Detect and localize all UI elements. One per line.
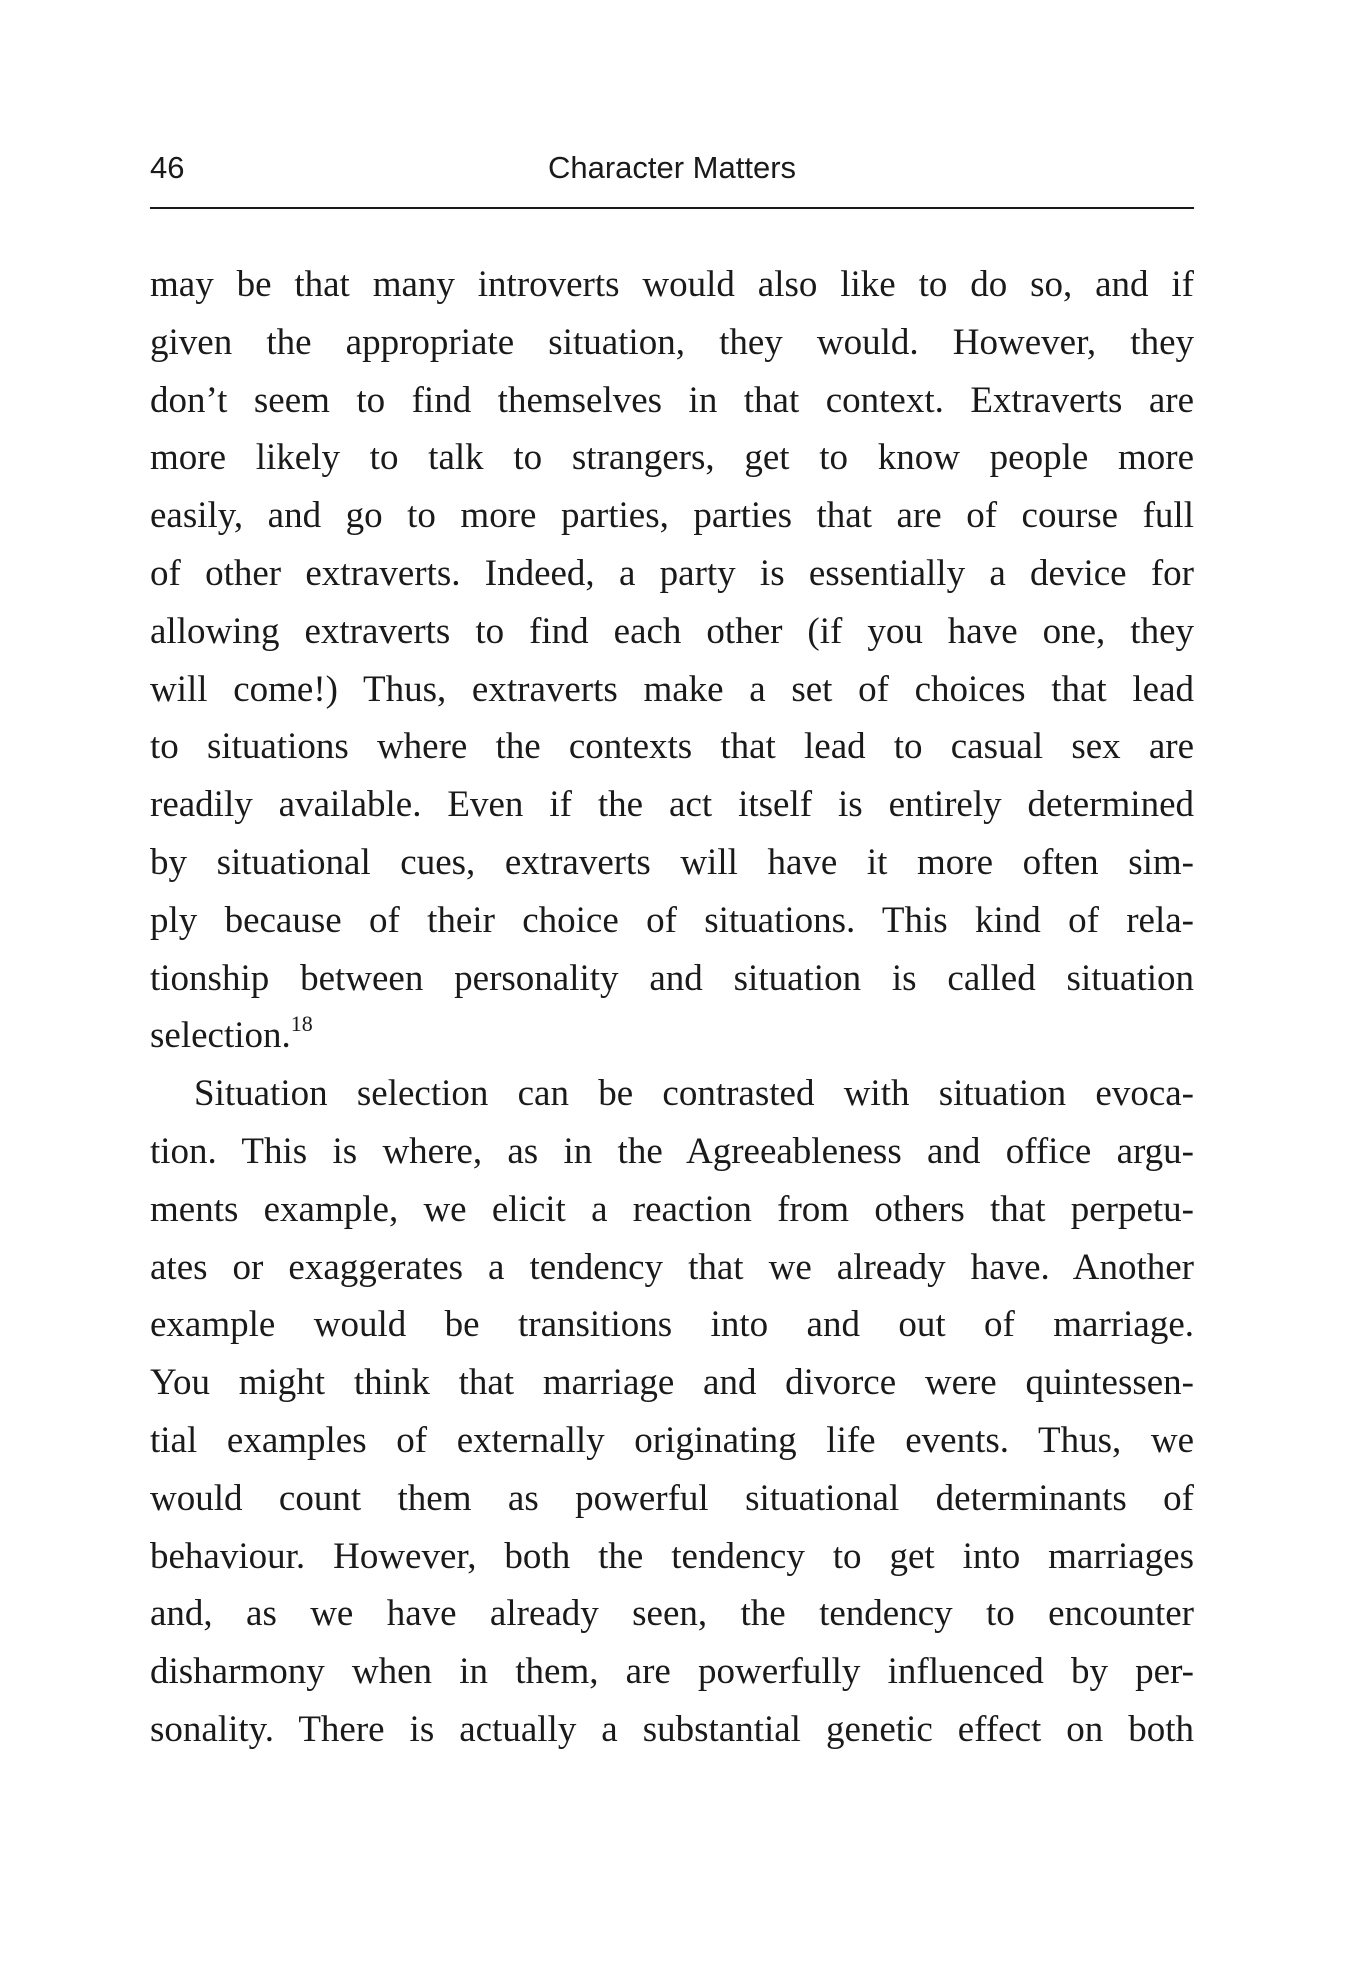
- text-line: ply because of their choice of situations. This kind of rela-: [150, 899, 1194, 941]
- text-line: will come!) Thus, extraverts make a set of choices that lead: [150, 668, 1194, 710]
- header-rule: [150, 207, 1194, 209]
- paragraph-1: [150, 256, 1194, 1065]
- text-line: tion. This is where, as in the Agreeableness and office argu-: [150, 1130, 1194, 1172]
- text-line: tionship between personality and situation is called situation: [150, 957, 1194, 999]
- text-line: of other extraverts. Indeed, a party is essentially a device for: [150, 552, 1194, 594]
- text-line: ments example, we elicit a reaction from others that perpetu-: [150, 1188, 1194, 1230]
- text-line: don’t seem to find themselves in that context. Extraverts are: [150, 379, 1194, 421]
- text-line: example would be transitions into and out of marriage.: [150, 1304, 1194, 1346]
- text-line: ates or exaggerates a tendency that we already have. Another: [150, 1246, 1194, 1288]
- book-title: Character Matters: [547, 150, 797, 185]
- text-line: easily, and go to more parties, parties that are of course full: [150, 495, 1194, 537]
- text-line-content: selection.: [150, 1015, 291, 1057]
- footnote-reference: 18: [290, 1011, 313, 1037]
- text-line: may be that many introverts would also like to do so, and if: [150, 264, 1194, 305]
- text-line: behaviour. However, both the tendency to get into marriages: [150, 1535, 1194, 1577]
- text-line: disharmony when in them, are powerfully influenced by per-: [150, 1651, 1194, 1693]
- text-line: readily available. Even if the act itself is entirely determined: [150, 784, 1194, 826]
- text-line: tial examples of externally originating life events. Thus, we: [150, 1419, 1194, 1461]
- text-line: to situations where the contexts that lead to casual sex are: [150, 726, 1194, 768]
- text-line: given the appropriate situation, they would. However, they: [150, 321, 1194, 363]
- text-line: sonality. There is actually a substantial genetic effect on both: [150, 1708, 1194, 1750]
- text-line: more likely to talk to strangers, get to know people more: [150, 437, 1194, 479]
- page-number: 46: [150, 150, 185, 185]
- text-line: and, as we have already seen, the tendency to encounter: [150, 1593, 1194, 1635]
- text-line: allowing extraverts to find each other (if you have one, they: [150, 610, 1194, 652]
- text-line: by situational cues, extraverts will have it more often sim-: [150, 841, 1194, 883]
- body-text: [150, 256, 1194, 1759]
- text-line: You might think that marriage and divorce were quintessen-: [150, 1362, 1194, 1404]
- running-head: [150, 146, 1194, 190]
- text-line: would count them as powerful situational determinants of: [150, 1477, 1194, 1519]
- text-line-indented: Situation selection can be contrasted with situation evoca-: [194, 1073, 1194, 1115]
- text-line-last: [150, 1007, 1194, 1065]
- paragraph-2: [150, 1065, 1194, 1759]
